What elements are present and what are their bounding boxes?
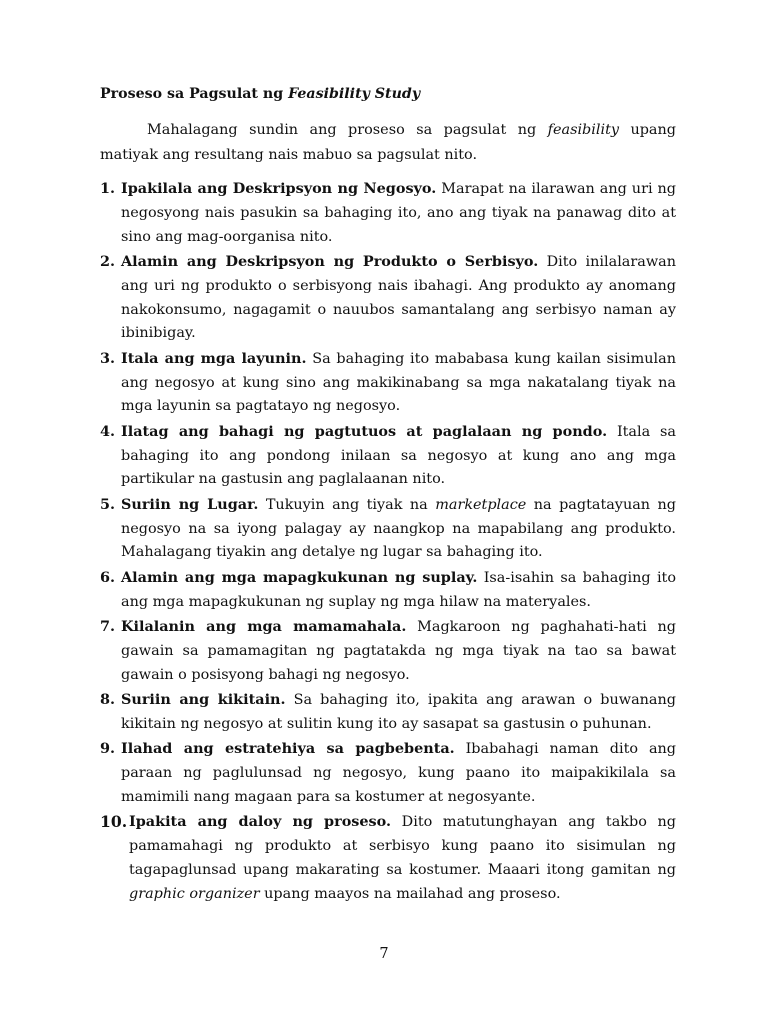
step-number: 4. (100, 422, 116, 440)
step-body: Sa bahaging ito, ipakita ang arawan o buwanang kikitain ng negosyo at sulitin kung ito ay sasapat sa gastusin o puhunan. (121, 691, 676, 732)
step-title: Itala ang mga layunin. (121, 349, 307, 367)
process-steps-list (100, 177, 676, 907)
step-title: Ilahad ang estratehiya sa pagbebenta. (121, 740, 455, 758)
step-body: Ibabahagi naman dito ang paraan ng paglulunsad ng negosyo, kung paano ito maipakikilala sa mamimili nang magaan para sa kostumer at negosyante. (121, 741, 677, 805)
step-item-5 (100, 493, 676, 565)
step-item-1 (100, 177, 676, 249)
step-title: Ilatag ang bahagi ng pagtutuos at paglalaan ng pondo. (121, 422, 608, 440)
step-body: Isa-isahin sa bahaging ito ang mga mapagkukunan ng suplay ng mga hilaw na materyales. (121, 569, 677, 610)
step-number: 7. (100, 617, 116, 635)
step-item-2 (100, 250, 676, 346)
step-body-before: Dito matutunghayan ang takbo ng pamamahagi ng produkto at serbisyo kung paano ito sisimulan ng tagapaglunsad upang makarating sa kostumer. Maaari itong gamitan ng (129, 814, 677, 879)
step-body-italic-term: graphic organizer (129, 885, 260, 902)
step-number: 3. (100, 349, 116, 367)
heading-italic-text: Feasibility Study (288, 86, 421, 102)
step-number: 2. (100, 252, 116, 270)
step-item-10 (100, 810, 676, 906)
step-body: Dito inilalarawan ang uri ng produkto o serbisyong nais ibahagi. Ang produkto ay anomang nakokonsumo, nagagamit o nauubos samantalang ang serbisyo naman ay ibinibigay. (121, 253, 676, 342)
intro-text-after: upang matiyak ang resultang nais mabuo sa pagsulat nito. (100, 122, 676, 163)
step-item-9 (100, 737, 676, 809)
step-number: 9. (100, 740, 116, 758)
intro-paragraph (100, 118, 676, 168)
step-item-8 (100, 688, 676, 737)
step-body-italic-term: marketplace (435, 496, 527, 513)
step-item-3 (100, 347, 676, 419)
step-body: Itala sa bahaging ito ang pondong inilaan sa negosyo at kung ano ang mga partikular na gastusin ang paglalaanan nito. (121, 423, 676, 488)
step-body-before: Tukuyin ang tiyak na (258, 496, 436, 513)
step-title: Ipakita ang daloy ng proseso. (129, 813, 392, 831)
heading-text: Proseso sa Pagsulat ng (100, 86, 289, 102)
step-item-6 (100, 566, 676, 615)
step-number: 10. (100, 812, 128, 832)
step-body: Marapat na ilarawan ang uri ng negosyong nais pasukin sa bahaging ito, ano ang tiyak na panawag dito at sino ang mag-oorganisa nito. (121, 181, 677, 245)
intro-italic-term: feasibility (547, 122, 619, 138)
intro-text-before: Mahalagang sundin ang proseso sa pagsulat ng (147, 122, 548, 138)
step-body: Magkaroon ng paghahati-hati ng gawain sa pamamagitan ng pagtatakda ng mga tiyak na tao sa bawat gawain o posisyong bahagi ng negosyo. (121, 618, 676, 683)
step-number: 8. (100, 690, 116, 708)
step-body-after: upang maayos na mailahad ang proseso. (259, 885, 561, 902)
step-title: Suriin ng Lugar. (121, 495, 259, 513)
step-body: Sa bahaging ito mababasa kung kailan sisimulan ang negosyo at kung sino ang makikinabang sa mga nakatalang tiyak na mga layunin sa pagtatayo ng negosyo. (121, 350, 676, 415)
step-body-after: na pagtatayuan ng negosyo na sa iyong palagay ay naangkop na mapabilang ang produkto. Mahalagang tiyakin ang detalye ng lugar sa bahaging ito. (121, 496, 676, 561)
step-item-4 (100, 420, 676, 492)
step-number: 1. (100, 180, 116, 197)
step-title: Kilalanin ang mga mamamahala. (121, 617, 407, 635)
step-title: Alamin ang Deskripsyon ng Produkto o Serbisyo. (121, 252, 539, 270)
page-number: 7 (379, 946, 389, 962)
step-item-7 (100, 615, 676, 687)
step-title: Alamin ang mga mapagkukunan ng suplay. (121, 568, 478, 586)
step-title: Suriin ang kikitain. (121, 690, 286, 708)
step-title: Ipakilala ang Deskripsyon ng Negosyo. (121, 180, 437, 197)
step-number: 5. (100, 495, 116, 513)
step-number: 6. (100, 568, 116, 586)
section-heading (100, 86, 420, 102)
